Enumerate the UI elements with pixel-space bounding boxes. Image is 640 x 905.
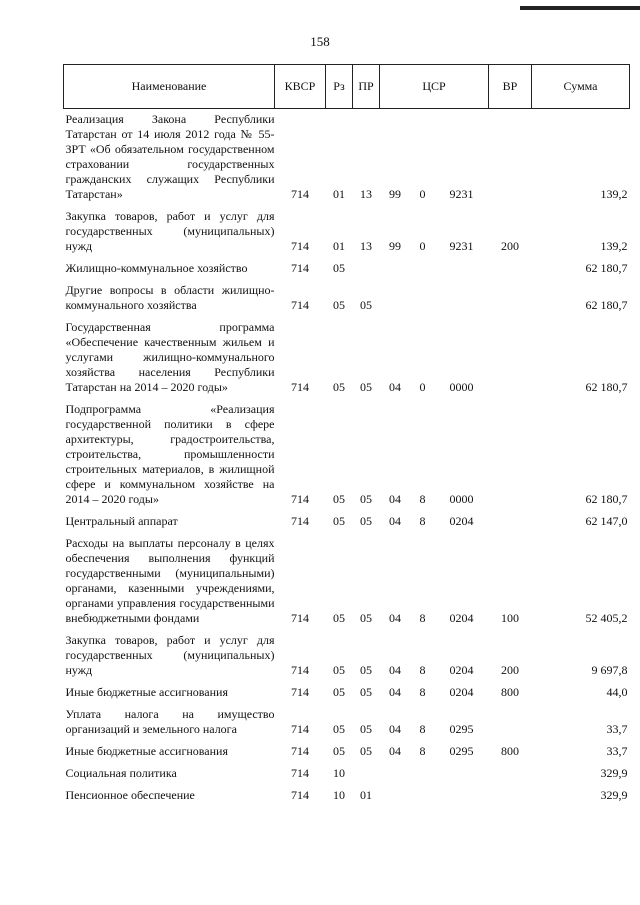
row-sum: 139,2 [600, 187, 628, 201]
row-vr [489, 109, 532, 207]
row-vr: 200 [501, 239, 520, 253]
row-vr [489, 785, 532, 807]
row-name: Социальная политика [65, 766, 177, 780]
row-csr-direction [435, 785, 489, 807]
row-csr-program [380, 280, 411, 317]
row-csr-subprogram: 8 [419, 685, 426, 699]
row-sum: 33,7 [606, 744, 628, 758]
row-rz: 05 [333, 611, 345, 625]
row-csr-subprogram: 8 [419, 611, 426, 625]
row-csr-program [380, 763, 411, 785]
row-pr: 05 [360, 514, 372, 528]
row-name: Подпрограмма «Реализация государственной политики в сфере архитектуры, градостроительства, строительства, промышленности строительных материалов, в жилищной сфере и коммунальном хозяйстве на 2014 – 2020 годы» [65, 402, 275, 506]
row-csr-program: 99 [389, 187, 401, 201]
row-csr-direction: 0000 [449, 492, 474, 506]
row-pr: 13 [360, 239, 372, 253]
row-kvsr: 714 [291, 611, 309, 625]
row-csr-direction: 0000 [449, 380, 474, 394]
row-vr: 200 [501, 663, 520, 677]
row-csr-direction [435, 280, 489, 317]
table-row [64, 785, 630, 807]
table-row [64, 206, 630, 258]
row-sum: 44,0 [606, 685, 628, 699]
row-pr: 05 [360, 611, 372, 625]
header-sum: Сумма [532, 65, 630, 109]
table-row [64, 280, 630, 317]
row-sum: 52 405,2 [585, 611, 628, 625]
row-kvsr: 714 [291, 239, 309, 253]
row-csr-program [380, 258, 411, 280]
table-row [64, 109, 630, 207]
row-name: Закупка товаров, работ и услуг для государственных (муниципальных) нужд [65, 209, 275, 253]
row-pr: 13 [360, 187, 372, 201]
row-sum: 9 697,8 [591, 663, 628, 677]
row-rz: 05 [333, 685, 345, 699]
row-csr-subprogram [411, 763, 435, 785]
row-sum: 62 147,0 [585, 514, 628, 528]
row-csr-program: 04 [389, 722, 401, 736]
row-vr [489, 399, 532, 511]
row-kvsr: 714 [291, 663, 309, 677]
row-csr-subprogram: 8 [419, 514, 426, 528]
row-csr-direction: 0204 [449, 663, 474, 677]
scan-corner-mark [520, 6, 640, 10]
row-rz: 05 [333, 298, 345, 312]
row-pr: 05 [360, 492, 372, 506]
row-kvsr: 714 [291, 492, 309, 506]
row-sum: 329,9 [600, 766, 628, 780]
row-pr: 05 [360, 663, 372, 677]
row-kvsr: 714 [291, 298, 309, 312]
row-name: Иные бюджетные ассигнования [65, 744, 228, 758]
header-pr: ПР [353, 65, 380, 109]
row-kvsr: 714 [291, 514, 309, 528]
row-pr: 05 [360, 380, 372, 394]
row-sum: 33,7 [606, 722, 628, 736]
row-csr-subprogram: 8 [419, 492, 426, 506]
table-row [64, 533, 630, 630]
row-csr-direction: 0204 [449, 611, 474, 625]
row-sum: 62 180,7 [585, 261, 628, 275]
row-csr-direction: 0295 [449, 722, 474, 736]
row-csr-direction: 9231 [449, 187, 474, 201]
table-body [64, 109, 630, 808]
row-kvsr: 714 [291, 380, 309, 394]
row-rz: 01 [333, 187, 345, 201]
row-sum: 329,9 [600, 788, 628, 802]
row-csr-subprogram: 8 [419, 722, 426, 736]
row-name: Расходы на выплаты персоналу в целях обеспечения выполнения функций государственными (муниципальными) органами, казенными учреждениями, органами управления государственными внебюджетными фондами [65, 536, 275, 625]
row-rz: 01 [333, 239, 345, 253]
row-vr: 800 [501, 744, 520, 758]
row-csr-program: 04 [389, 380, 401, 394]
row-csr-program: 04 [389, 514, 401, 528]
row-csr-direction: 0295 [449, 744, 474, 758]
row-vr [489, 763, 532, 785]
row-csr-subprogram: 8 [419, 663, 426, 677]
row-rz: 05 [333, 261, 345, 275]
row-pr: 05 [360, 685, 372, 699]
row-csr-direction: 0204 [449, 514, 474, 528]
row-name: Уплата налога на имущество организаций и земельного налога [65, 707, 275, 736]
row-pr: 05 [360, 744, 372, 758]
table-row [64, 511, 630, 533]
row-rz: 05 [333, 744, 345, 758]
row-rz: 05 [333, 722, 345, 736]
row-vr [489, 511, 532, 533]
row-kvsr: 714 [291, 685, 309, 699]
table-row [64, 317, 630, 399]
row-pr: 01 [360, 788, 372, 802]
row-csr-direction: 9231 [449, 239, 474, 253]
budget-table [63, 64, 630, 807]
row-name: Иные бюджетные ассигнования [65, 685, 228, 699]
row-rz: 10 [333, 766, 345, 780]
row-vr [489, 704, 532, 741]
row-csr-program: 04 [389, 611, 401, 625]
row-pr [353, 763, 380, 785]
row-pr: 05 [360, 722, 372, 736]
row-csr-program: 99 [389, 239, 401, 253]
header-name: Наименование [64, 65, 275, 109]
row-sum: 62 180,7 [585, 298, 628, 312]
row-csr-subprogram: 8 [419, 744, 426, 758]
row-csr-subprogram: 0 [419, 239, 426, 253]
row-csr-direction [435, 763, 489, 785]
table-row [64, 704, 630, 741]
table-row [64, 763, 630, 785]
row-csr-subprogram [411, 258, 435, 280]
row-sum: 62 180,7 [585, 380, 628, 394]
row-name: Центральный аппарат [65, 514, 178, 528]
row-csr-subprogram [411, 785, 435, 807]
row-vr: 800 [501, 685, 520, 699]
row-kvsr: 714 [291, 187, 309, 201]
row-csr-program: 04 [389, 685, 401, 699]
table-row [64, 258, 630, 280]
row-name: Реализация Закона Республики Татарстан от 14 июля 2012 года № 55-ЗРТ «Об обязательном государственном страховании государственных гражданских служащих Республики Татарстан» [65, 112, 275, 201]
row-rz: 10 [333, 788, 345, 802]
row-csr-subprogram: 0 [419, 380, 426, 394]
row-csr-program [380, 785, 411, 807]
row-pr [353, 258, 380, 280]
row-kvsr: 714 [291, 766, 309, 780]
header-vr: ВР [489, 65, 532, 109]
row-vr [489, 280, 532, 317]
row-vr [489, 317, 532, 399]
row-rz: 05 [333, 514, 345, 528]
row-kvsr: 714 [291, 722, 309, 736]
row-kvsr: 714 [291, 788, 309, 802]
row-sum: 62 180,7 [585, 492, 628, 506]
row-pr: 05 [360, 298, 372, 312]
row-rz: 05 [333, 380, 345, 394]
row-kvsr: 714 [291, 744, 309, 758]
header-kvsr: КВСР [275, 65, 326, 109]
row-csr-subprogram: 0 [419, 187, 426, 201]
row-csr-program: 04 [389, 744, 401, 758]
row-csr-direction: 0204 [449, 685, 474, 699]
row-csr-subprogram [411, 280, 435, 317]
table-header-row [64, 65, 630, 109]
row-vr [489, 258, 532, 280]
page-number: 158 [310, 34, 330, 49]
row-sum: 139,2 [600, 239, 628, 253]
row-csr-direction [435, 258, 489, 280]
header-csr: ЦСР [380, 65, 489, 109]
row-name: Государственная программа «Обеспечение качественным жильем и услугами жилищно-коммунального хозяйства населения Республики Татарстан на 2014 – 2020 годы» [65, 320, 275, 394]
row-name: Пенсионное обеспечение [65, 788, 195, 802]
table-row [64, 682, 630, 704]
header-rz: Рз [326, 65, 353, 109]
row-vr: 100 [501, 611, 520, 625]
row-rz: 05 [333, 492, 345, 506]
table-row [64, 399, 630, 511]
row-csr-program: 04 [389, 663, 401, 677]
table-row [64, 630, 630, 682]
row-name: Жилищно-коммунальное хозяйство [65, 261, 248, 275]
row-csr-program: 04 [389, 492, 401, 506]
row-name: Другие вопросы в области жилищно-коммунального хозяйства [65, 283, 275, 312]
row-rz: 05 [333, 663, 345, 677]
row-name: Закупка товаров, работ и услуг для государственных (муниципальных) нужд [65, 633, 275, 677]
row-kvsr: 714 [291, 261, 309, 275]
table-row [64, 741, 630, 763]
